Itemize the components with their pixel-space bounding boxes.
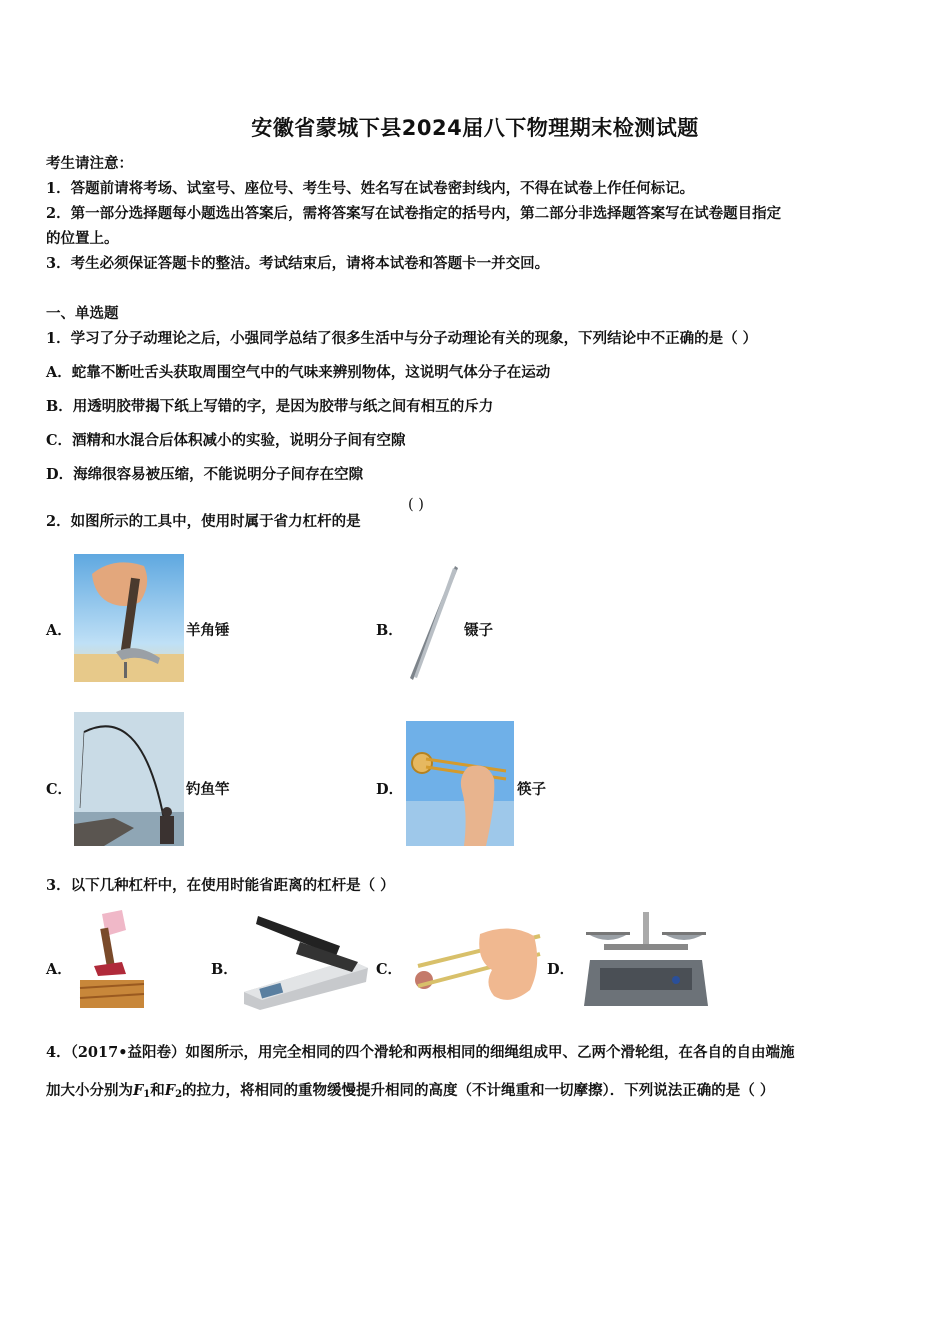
q1-option-d: D．海绵很容易被压缩，不能说明分子间存在空隙 xyxy=(46,466,364,483)
hammer-nail-image xyxy=(76,910,148,1010)
q2-paren: ( ) xyxy=(408,497,424,513)
q4-line-1: 4．（2017•益阳卷）如图所示，用完全相同的四个滑轮和两根相同的细绳组成甲、乙两个滑轮组，在各自的自由端施 xyxy=(46,1044,795,1061)
q4-and: 和 xyxy=(150,1082,165,1099)
q2-letter-d: D． xyxy=(376,781,404,798)
q3-letter-b: B． xyxy=(211,961,238,978)
notice-item-1: 1．答题前请将考场、试室号、座位号、考生号、姓名写在试卷密封线内，不得在试卷上作任何标记。 xyxy=(46,180,695,197)
q1-option-b: B．用透明胶带揭下纸上写错的字，是因为胶带与纸之间有相互的斥力 xyxy=(46,398,494,415)
q4-f1-symbol: F xyxy=(133,1082,144,1099)
q4-pre: 加大小分别为 xyxy=(46,1082,133,1099)
balance-scale-image xyxy=(580,910,712,1010)
stapler-image xyxy=(240,912,370,1012)
q2-label-d: 筷子 xyxy=(517,781,546,798)
fishing-rod-image xyxy=(74,712,184,846)
notice-item-3: 3．考生必须保证答题卡的整洁。考试结束后，请将本试卷和答题卡一并交回。 xyxy=(46,255,550,272)
notice-item-2: 2．第一部分选择题每小题选出答案后，需将答案写在试卷指定的括号内，第二部分非选择题答案写在试卷题目指定 xyxy=(46,205,782,222)
q1-option-a: A．蛇靠不断吐舌头获取周围空气中的气味来辨别物体，这说明气体分子在运动 xyxy=(46,364,551,381)
q2-letter-c: C． xyxy=(46,781,73,798)
page-title: 安徽省蒙城下县2024届八下物理期末检测试题 xyxy=(251,116,699,140)
q4-f1-subscript: 1 xyxy=(143,1089,151,1100)
q4-f2-subscript: 2 xyxy=(175,1089,183,1100)
q3-letter-c: C． xyxy=(376,961,403,978)
chopsticks-hand-image xyxy=(410,926,542,1008)
q2-label-b: 镊子 xyxy=(464,622,493,639)
q4-post: 的拉力，将相同的重物缓慢提升相同的高度（不计绳重和一切摩擦）．下列说法正确的是（ ） xyxy=(182,1082,775,1099)
q1-stem: 1．学习了分子动理论之后，小强同学总结了很多生活中与分子动理论有关的现象，下列结论中不正确的是（ ） xyxy=(46,330,758,347)
q3-letter-d: D． xyxy=(547,961,575,978)
tweezers-image xyxy=(405,562,461,684)
notice-item-2-cont: 的位置上。 xyxy=(46,230,119,247)
q2-stem: 2．如图所示的工具中，使用时属于省力杠杆的是 xyxy=(46,513,361,530)
q1-option-c: C．酒精和水混合后体积减小的实验，说明分子间有空隙 xyxy=(46,432,406,449)
q2-letter-b: B． xyxy=(376,622,403,639)
q2-letter-a: A． xyxy=(46,622,72,639)
chopsticks-image xyxy=(406,721,514,846)
q4-line-2 xyxy=(46,1079,774,1100)
q3-stem: 3．以下几种杠杆中，在使用时能省距离的杠杆是（ ） xyxy=(46,877,395,894)
claw-hammer-image xyxy=(74,554,184,682)
q4-f2-symbol: F xyxy=(164,1082,176,1099)
q2-label-c: 钓鱼竿 xyxy=(186,781,230,798)
q3-letter-a: A． xyxy=(46,961,72,978)
notice-heading: 考生请注意： xyxy=(46,155,133,172)
section-heading: 一、单选题 xyxy=(46,305,119,322)
q2-label-a: 羊角锤 xyxy=(186,622,230,639)
